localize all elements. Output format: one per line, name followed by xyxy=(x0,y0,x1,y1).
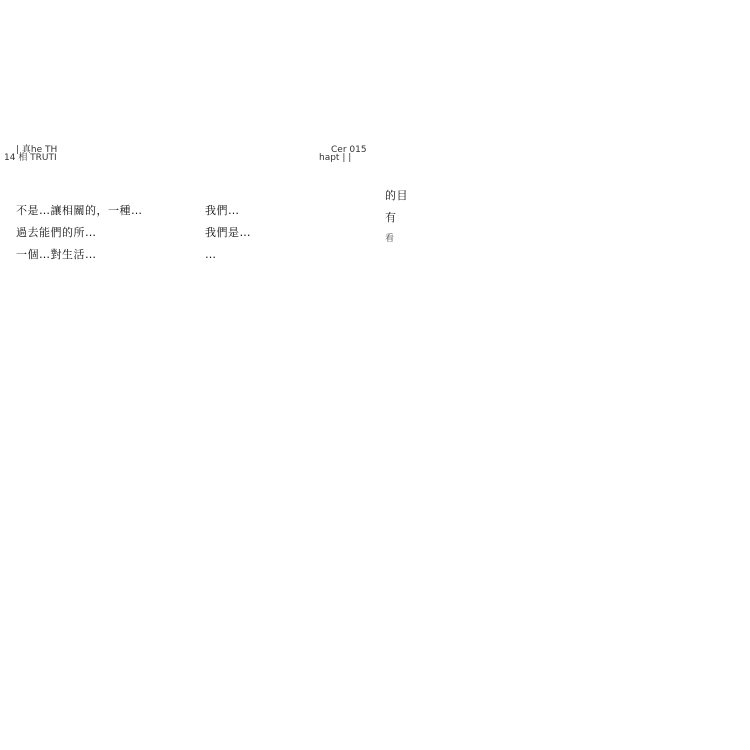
paragraph: … xyxy=(205,248,217,261)
paragraph: 我們是… xyxy=(205,226,251,239)
right-header-line1: Cer 015 xyxy=(331,145,367,155)
paragraph: 過去能們的所… xyxy=(16,226,97,239)
paragraph: 的目 xyxy=(385,189,408,202)
paragraph: 看 xyxy=(385,234,395,244)
paragraph: 有 xyxy=(385,211,397,224)
paragraph: 不是…讓相關的，一種… xyxy=(16,204,143,217)
column-2 xyxy=(205,195,365,271)
left-header-line2: 14 相 TRUTI xyxy=(4,153,57,163)
left-header-line1: | 真he TH xyxy=(16,145,58,155)
column-4 xyxy=(590,190,750,200)
column-3 xyxy=(385,190,545,254)
column-1 xyxy=(16,195,176,271)
paragraph: 我們… xyxy=(205,204,240,217)
paragraph: 一個…對生活… xyxy=(16,248,97,261)
right-header-line2: hapt | | xyxy=(319,153,352,163)
